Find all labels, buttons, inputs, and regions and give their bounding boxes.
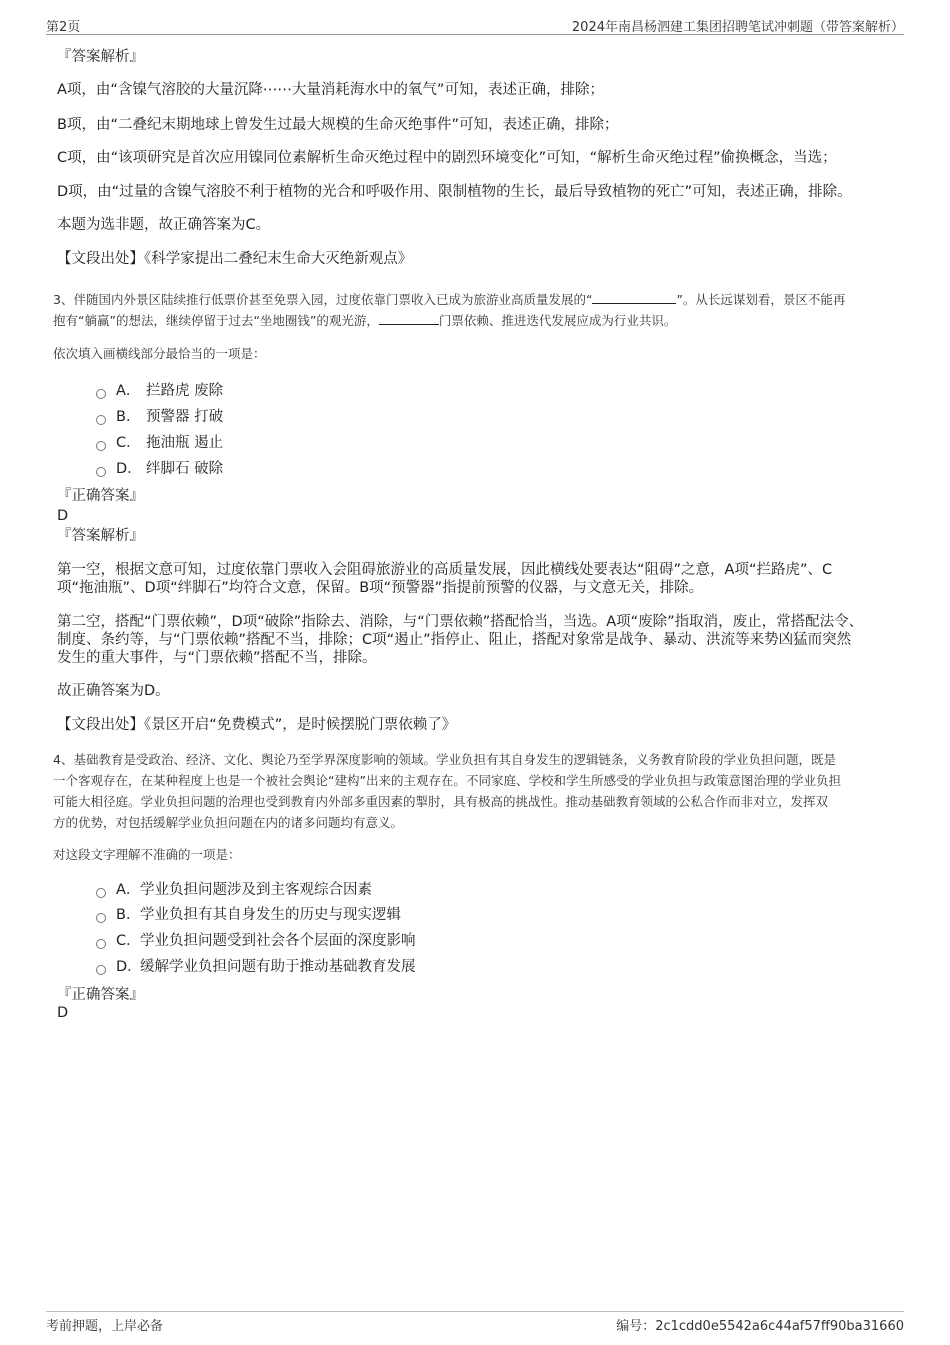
option-c[interactable]: C． 拖油瓶 遏止 (96, 434, 223, 452)
radio-icon[interactable] (96, 415, 106, 425)
option-c[interactable]: C． 学业负担问题受到社会各个层面的深度影响 (96, 932, 416, 950)
analysis-p2-line-3: 发生的重大事件，与“门票依赖”搭配不当，排除。 (57, 650, 377, 666)
page-footer (46, 1311, 904, 1336)
radio-icon[interactable] (96, 467, 106, 477)
question-4-stem-line-2: 一个客观存在，在某种程度上也是一个被社会舆论“建构”出来的主观存在。不同家庭、学校和学生所感受的学业负担与政策意图治理的学业负担 (53, 773, 841, 788)
page-number: 第2页 (46, 20, 81, 35)
radio-icon[interactable] (96, 441, 106, 451)
analysis-p2-line-2: 制度、条约等，与“门票依赖”搭配不当，排除；C项“遏止”指停止、阻止，搭配对象常是战争、暴动、洪流等来势凶猛而突然 (57, 632, 852, 648)
question-3-stem-line-2: 抱有“躺赢”的想法，继续停留于过去“坐地圈钱”的观光游， 门票依赖、推进迭代发展应成为行业共识。 (53, 313, 677, 328)
fill-blank-1 (592, 291, 676, 304)
radio-icon[interactable] (96, 389, 106, 399)
answer-label: 『正确答案』 (57, 987, 144, 1003)
analysis-p1-line-2: 项“拖油瓶”、D项“绊脚石”均符合文意，保留。B项“预警器”指提前预警的仪器，与文意无关，排除。 (57, 580, 704, 596)
analysis-p2-line-1: 第二空，搭配“门票依赖”，D项“破除”指除去、消除，与“门票依赖”搭配恰当，当选。A项“废除”指取消，废止，常搭配法令、 (57, 614, 864, 630)
analysis-line-b: B项，由“二叠纪末期地球上曾发生过最大规模的生命灭绝事件”可知，表述正确，排除； (57, 117, 619, 133)
source-citation: 【文段出处】《科学家提出二叠纪末生命大灭绝新观点》 (57, 251, 413, 267)
option-b[interactable]: B． 预警器 打破 (96, 408, 223, 426)
question-3-stem-line-1: 3、伴随国内外景区陆续推行低票价甚至免票入园，过度依靠门票收入已成为旅游业高质量发展的“ ”。从长远谋划看，景区不能再 (53, 292, 846, 307)
page-header (46, 14, 904, 35)
option-a[interactable]: A． 拦路虎 废除 (96, 382, 223, 400)
analysis-line-c: C项，由“该项研究是首次应用镍同位素解析生命灭绝过程中的剧烈环境变化”可知，“解析生命灭绝过程”偷换概念，当选； (57, 150, 837, 166)
document-title: 2024年南昌杨泗建工集团招聘笔试冲刺题（带答案解析） (571, 20, 904, 35)
analysis-conclusion: 本题为选非题，故正确答案为C。 (57, 217, 271, 233)
question-4-stem-line-3: 可能大相径庭。学业负担问题的治理也受到教育内外部多重因素的掣肘，具有极高的挑战性。推动基础教育领域的公私合作而非对立，发挥双 (53, 794, 829, 809)
source-citation: 【文段出处】《景区开启“免费模式”，是时候摆脱门票依赖了》 (57, 717, 457, 733)
analysis-line-d: D项，由“过量的含镍气溶胶不利于植物的光合和呼吸作用、限制植物的生长，最后导致植物的死亡”可知，表述正确，排除。 (57, 184, 852, 200)
question-4-stem-line-1: 4、基础教育是受政治、经济、文化、舆论乃至学界深度影响的领域。学业负担有其自身发生的逻辑链条，义务教育阶段的学业负担问题，既是 (53, 752, 836, 767)
answer-label: 『正确答案』 (57, 488, 144, 504)
analysis-p1-line-1: 第一空，根据文意可知，过度依靠门票收入会阻碍旅游业的高质量发展，因此横线处要表达“阻碍”之意，A项“拦路虎”、C (57, 562, 833, 578)
option-a[interactable]: A． 学业负担问题涉及到主客观综合因素 (96, 881, 372, 899)
question-3-prompt: 依次填入画横线部分最恰当的一项是： (53, 346, 266, 361)
document-code: 编号：2c1cdd0e5542a6c44af57ff90ba31660 (616, 1319, 904, 1334)
footer-slogan: 考前押题，上岸必备 (46, 1319, 164, 1334)
option-d[interactable]: D． 绊脚石 破除 (96, 460, 223, 478)
radio-icon[interactable] (96, 965, 106, 975)
analysis-label: 『答案解析』 (57, 528, 144, 544)
answer-value: D (57, 508, 69, 524)
analysis-conclusion: 故正确答案为D。 (57, 683, 170, 699)
radio-icon[interactable] (96, 888, 106, 898)
fill-blank-2 (379, 312, 439, 325)
option-b[interactable]: B． 学业负担有其自身发生的历史与现实逻辑 (96, 906, 401, 924)
radio-icon[interactable] (96, 939, 106, 949)
question-4-stem-line-4: 方的优势，对包括缓解学业负担问题在内的诸多问题均有意义。 (53, 815, 404, 830)
question-4-prompt: 对这段文字理解不准确的一项是： (53, 847, 241, 862)
analysis-label: 『答案解析』 (57, 49, 144, 65)
radio-icon[interactable] (96, 913, 106, 923)
analysis-line-a: A项，由“含镍气溶胶的大量沉降⋯⋯大量消耗海水中的氧气”可知，表述正确，排除； (57, 82, 604, 98)
answer-value: D (57, 1005, 69, 1021)
option-d[interactable]: D． 缓解学业负担问题有助于推动基础教育发展 (96, 958, 416, 976)
